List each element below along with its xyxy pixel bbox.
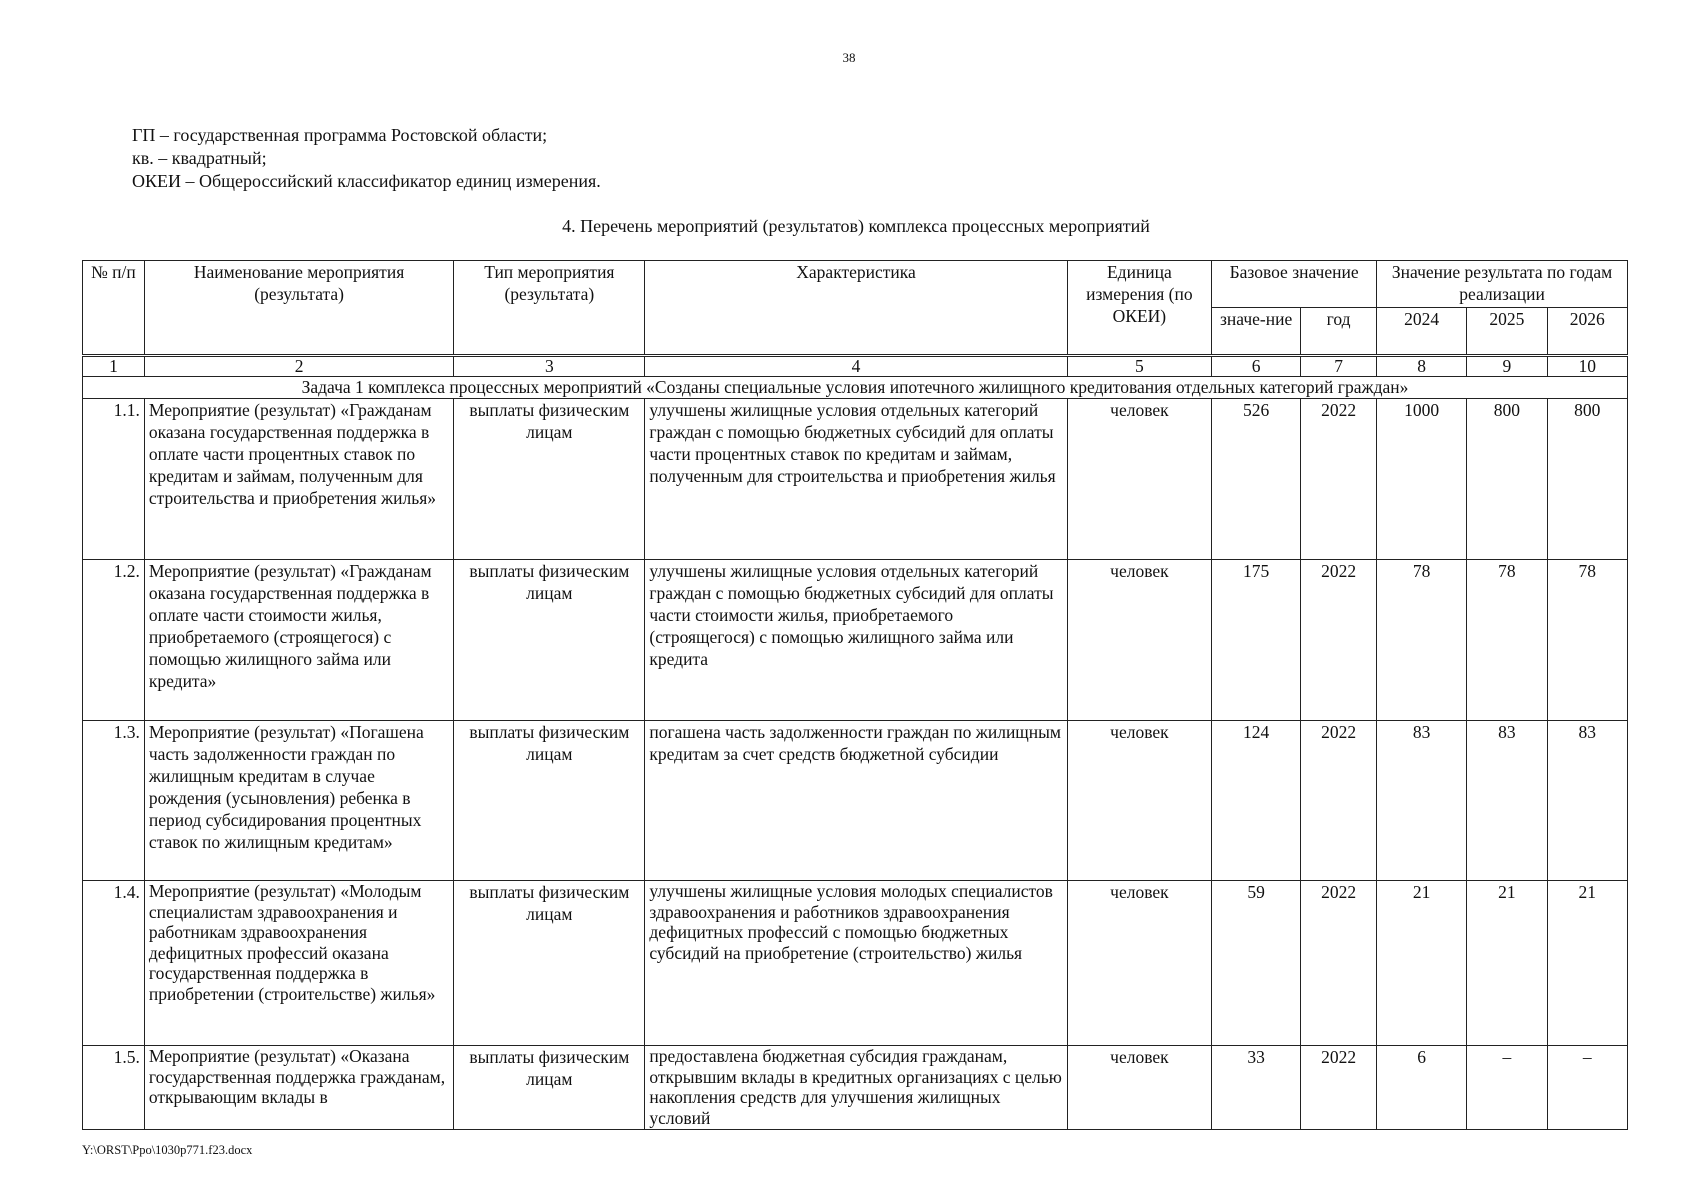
column-number: 5 [1067,356,1211,377]
abbreviation-kv: кв. – квадратный; [132,148,267,168]
abbreviation-gp: ГП – государственная программа Ростовской области; [132,125,548,145]
header-unit: Единица измерения (по ОКЕИ) [1067,261,1211,356]
value-2025: 78 [1467,560,1547,721]
value-2026: 800 [1547,399,1627,560]
base-value: 124 [1212,721,1301,881]
activity-characteristic: погашена часть задолженности граждан по жилищным кредитам за счет средств бюджетной субсидии [645,721,1067,881]
activity-unit: человек [1067,1046,1211,1130]
value-2026: 21 [1547,881,1627,1046]
header-base-value-value: значе-ние [1212,308,1301,356]
activity-name: Мероприятие (результат) «Гражданам оказана государственная поддержка в оплате части стоимости жилья, приобретаемого (строящегося) с помощью жилищного займа или кредита» [144,560,453,721]
value-2024: 6 [1377,1046,1467,1130]
header-name: Наименование мероприятия (результата) [144,261,453,356]
value-2025: – [1467,1046,1547,1130]
header-year-2024: 2024 [1377,308,1467,356]
value-2024: 78 [1377,560,1467,721]
activity-name: Мероприятие (результат) «Гражданам оказана государственная поддержка в оплате части процентных ставок по кредитам и займам, полученным для строительства и приобретения жилья» [144,399,453,560]
activity-name: Мероприятие (результат) «Молодым специалистам здравоохранения и работникам здравоохранения дефицитных профессий оказана государственная поддержка в приобретении (строительстве) жилья» [144,881,453,1046]
activity-type: выплаты физическим лицам [454,560,645,721]
page-number: 38 [842,50,856,65]
header-base-value-year: год [1301,308,1377,356]
section-title: 4. Перечень мероприятий (результатов) комплекса процессных мероприятий [562,216,1150,236]
base-value: 33 [1212,1046,1301,1130]
activity-characteristic: предоставлена бюджетная субсидия гражданам, открывшим вклады в кредитных организациях с целью накопления средств для улучшения жилищных условий [645,1046,1067,1130]
footer-file-path: Y:\ORST\Ppo\1030p771.f23.docx [82,1143,253,1157]
header-result-value: Значение результата по годам реализации [1377,261,1628,308]
task-title: Задача 1 комплекса процессных мероприятий «Созданы специальные условия ипотечного жилищного кредитования отдельных категорий граждан» [83,377,1628,399]
table-header-row [83,261,1628,308]
activity-characteristic: улучшены жилищные условия молодых специалистов здравоохранения и работников здравоохранения дефицитных профессий с помощью бюджетных субсидий на приобретение (строительство) жилья [645,881,1067,1046]
activity-characteristic: улучшены жилищные условия отдельных категорий граждан с помощью бюджетных субсидий для оплаты части процентных ставок по кредитам и займам, полученным для строительства и приобретения жилья [645,399,1067,560]
row-number: 1.5. [83,1046,145,1130]
value-2026: – [1547,1046,1627,1130]
header-type: Тип мероприятия (результата) [454,261,645,356]
row-number: 1.4. [83,881,145,1046]
header-base-value: Базовое значение [1212,261,1377,308]
header-num: № п/п [83,261,145,356]
value-2026: 78 [1547,560,1627,721]
abbreviations-list [132,124,601,193]
header-characteristic: Характеристика [645,261,1067,356]
activities-table [82,260,1628,1130]
activity-characteristic: улучшены жилищные условия отдельных категорий граждан с помощью бюджетных субсидий для оплаты части стоимости жилья, приобретаемого (строящегося) с помощью жилищного займа или кредита [645,560,1067,721]
table-row [83,1046,1628,1130]
activity-type: выплаты физическим лицам [454,881,645,1046]
table-row [83,399,1628,560]
activity-name: Мероприятие (результат) «Оказана государственная поддержка гражданам, открывающим вклады в [144,1046,453,1130]
column-number: 3 [454,356,645,377]
table-row [83,560,1628,721]
header-year-2025: 2025 [1467,308,1547,356]
value-2025: 83 [1467,721,1547,881]
task-row [83,377,1628,399]
row-number: 1.1. [83,399,145,560]
base-year: 2022 [1301,1046,1377,1130]
activity-name: Мероприятие (результат) «Погашена часть задолженности граждан по жилищным кредитам в случае рождения (усыновления) ребенка в период субсидирования процентных ставок по жилищным кредитам» [144,721,453,881]
value-2024: 1000 [1377,399,1467,560]
value-2024: 21 [1377,881,1467,1046]
column-number: 10 [1547,356,1627,377]
activity-unit: человек [1067,881,1211,1046]
base-year: 2022 [1301,881,1377,1046]
value-2026: 83 [1547,721,1627,881]
column-numbers-row [83,356,1628,377]
activity-unit: человек [1067,560,1211,721]
base-year: 2022 [1301,560,1377,721]
row-number: 1.2. [83,560,145,721]
value-2025: 800 [1467,399,1547,560]
value-2024: 83 [1377,721,1467,881]
header-year-2026: 2026 [1547,308,1627,356]
row-number: 1.3. [83,721,145,881]
activity-type: выплаты физическим лицам [454,1046,645,1130]
column-number: 4 [645,356,1067,377]
column-number: 6 [1212,356,1301,377]
base-value: 526 [1212,399,1301,560]
base-year: 2022 [1301,721,1377,881]
column-number: 7 [1301,356,1377,377]
base-year: 2022 [1301,399,1377,560]
activity-unit: человек [1067,721,1211,881]
activity-unit: человек [1067,399,1211,560]
base-value: 59 [1212,881,1301,1046]
abbreviation-okei: ОКЕИ – Общероссийский классификатор единиц измерения. [132,171,601,191]
table-row [83,881,1628,1046]
column-number: 8 [1377,356,1467,377]
value-2025: 21 [1467,881,1547,1046]
table-row [83,721,1628,881]
column-number: 1 [83,356,145,377]
column-number: 9 [1467,356,1547,377]
column-number: 2 [144,356,453,377]
activity-type: выплаты физическим лицам [454,721,645,881]
activity-type: выплаты физическим лицам [454,399,645,560]
base-value: 175 [1212,560,1301,721]
